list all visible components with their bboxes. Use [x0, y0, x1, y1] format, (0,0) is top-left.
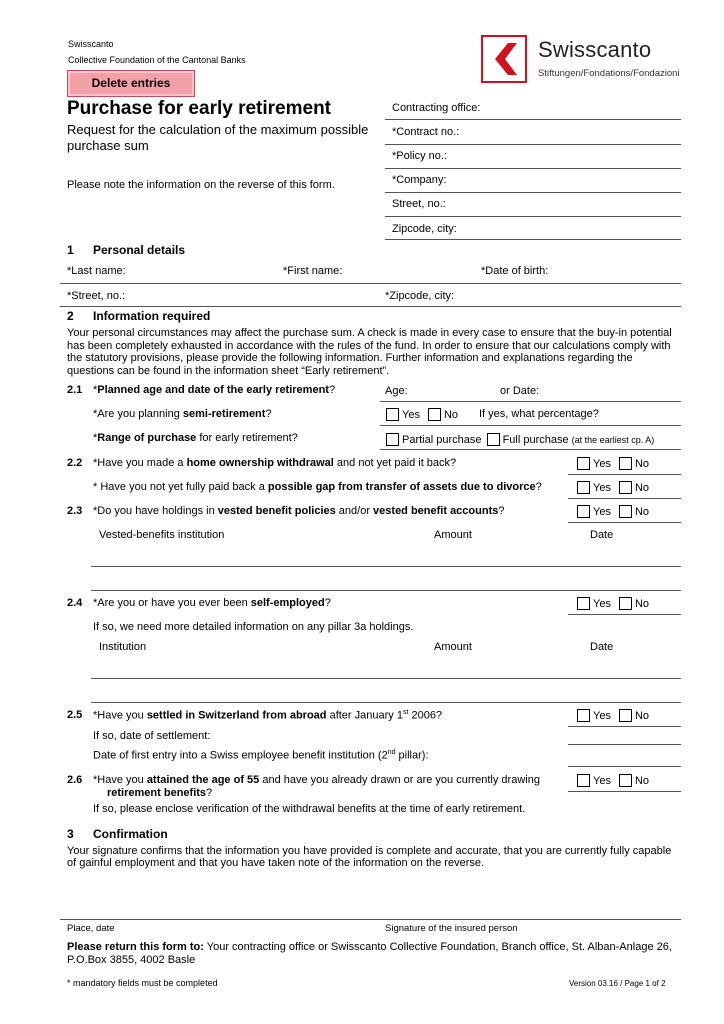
place-date-label: Place, date [67, 923, 115, 934]
yes-label: Yes [593, 505, 611, 518]
settled-yes-checkbox[interactable] [577, 709, 611, 722]
vested-benefits-question: *Do you have holdings in vested benefit policies and/or vested benefit accounts? [93, 505, 505, 517]
no-label: No [634, 457, 650, 470]
contract-no-field[interactable]: *Contract no.: [392, 126, 460, 138]
entry-line[interactable] [91, 702, 681, 703]
column-institution: Institution [99, 641, 147, 653]
reverse-note: Please note the information on the reverse of this form. [67, 179, 335, 191]
divider [568, 726, 681, 727]
age-55-question-cont: retirement benefits? [107, 787, 213, 799]
entry-line[interactable] [568, 744, 681, 745]
zipcode-field[interactable]: *Zipcode, city: [385, 290, 455, 302]
divider [385, 119, 681, 120]
percentage-field[interactable]: If yes, what percentage? [479, 408, 599, 420]
semi-retirement-options [386, 408, 466, 424]
divider [385, 192, 681, 193]
self-employed-question: *Are you or have you ever been self-employed? [93, 597, 331, 609]
yes-label: Yes [593, 597, 611, 610]
checkbox-icon [577, 481, 590, 494]
divider [380, 449, 681, 450]
section-3-title: Confirmation [93, 827, 168, 841]
settled-no-checkbox[interactable] [619, 709, 649, 722]
self-employed-yes-checkbox[interactable] [577, 597, 611, 610]
checkbox-icon [619, 709, 632, 722]
date-of-birth-field[interactable]: *Date of birth: [481, 265, 549, 277]
confirmation-text-line: Your signature confirms that the information you have provided is complete and accurate, that you are currently fully capable [67, 845, 672, 857]
vested-benefits-options [577, 505, 657, 521]
page-subtitle-1: Request for the calculation of the maximum possible [67, 122, 369, 137]
logo-wordmark: Swisscanto [538, 37, 652, 62]
version-info: Version 03.16 / Page 1 of 2 [569, 979, 666, 988]
semi-retirement-no-checkbox[interactable] [428, 408, 458, 421]
checkbox-icon [619, 481, 632, 494]
vested-benefits-no-checkbox[interactable] [619, 505, 649, 518]
checkbox-icon [386, 433, 399, 446]
info-paragraph-line: Your personal circumstances may affect the purchase sum. A check is made in every case to ensure that the buy-in potential [67, 327, 672, 339]
semi-retirement-question: *Are you planning semi-retirement? [93, 408, 272, 420]
home-ownership-yes-checkbox[interactable] [577, 457, 611, 470]
policy-no-field[interactable]: *Policy no.: [392, 150, 448, 162]
first-entry-date-field[interactable]: Date of first entry into a Swiss employee benefit institution (2nd pillar): [93, 749, 429, 762]
column-amount: Amount [434, 529, 472, 541]
vested-benefits-yes-checkbox[interactable] [577, 505, 611, 518]
return-address-cont: P.O.Box 3855, 4002 Basle [67, 954, 196, 966]
info-paragraph-line: questions can be found in the information sheet “Early retirement”. [67, 365, 390, 377]
no-label: No [634, 597, 650, 610]
withdrawal-verification-note: If so, please enclose verification of the withdrawal benefits at the time of early retirement. [93, 803, 526, 815]
no-label: No [634, 774, 650, 787]
divider [568, 498, 681, 499]
checkbox-icon [619, 774, 632, 787]
yes-label: Yes [593, 457, 611, 470]
yes-label: Yes [593, 774, 611, 787]
divorce-gap-yes-checkbox[interactable] [577, 481, 611, 494]
age-55-question: *Have you attained the age of 55 and have you already drawn or are you currently drawing [93, 774, 540, 786]
q2-1-question: *Planned age and date of the early retirement? [93, 384, 336, 396]
yes-label: Yes [593, 709, 611, 722]
self-employed-no-checkbox[interactable] [619, 597, 649, 610]
divider [568, 791, 681, 792]
section-2-number: 2 [67, 309, 74, 323]
return-address: Please return this form to: Your contracting office or Swisscanto Collective Foundation, Branch office, St. Alban-Anlage 26, [67, 941, 672, 953]
section-1-number: 1 [67, 243, 74, 257]
q2-2-number: 2.2 [67, 457, 83, 469]
settlement-date-field[interactable]: If so, date of settlement: [93, 730, 211, 742]
contract-street-field[interactable]: Street, no.: [392, 198, 446, 210]
age-55-yes-checkbox[interactable] [577, 774, 611, 787]
page-title: Purchase for early retirement [67, 98, 332, 119]
pillar-3a-info: If so, we need more detailed information on any pillar 3a holdings. [93, 621, 414, 633]
divider [385, 144, 681, 145]
checkbox-icon [577, 505, 590, 518]
settled-options [577, 709, 657, 725]
q2-4-number: 2.4 [67, 597, 83, 609]
info-paragraph-line: has been completely exhausted in accordance with the rules of the fund. In order to ensure that our calculations comply with [67, 340, 671, 352]
home-ownership-options [577, 457, 657, 473]
yes-label: Yes [402, 408, 420, 421]
full-purchase-checkbox[interactable] [487, 433, 655, 446]
divorce-gap-no-checkbox[interactable] [619, 481, 649, 494]
settled-question: *Have you settled in Switzerland from abroad after January 1st 2006? [93, 709, 443, 722]
signature-line[interactable] [60, 919, 681, 920]
contracting-office-label: Contracting office: [392, 102, 481, 114]
checkbox-icon [577, 597, 590, 610]
last-name-field[interactable]: *Last name: [67, 265, 126, 277]
divider [60, 283, 681, 284]
confirmation-text-line: of gainful employment and that you have taken note of the information on the reverse. [67, 857, 485, 869]
section-3-number: 3 [67, 827, 74, 841]
section-2-title: Information required [93, 309, 211, 323]
info-paragraph-line: the statutory provisions, please provide the following information. Further information and explanations regarding the [67, 352, 633, 364]
q2-6-number: 2.6 [67, 774, 83, 786]
checkbox-icon [577, 457, 590, 470]
range-of-purchase-question: *Range of purchase for early retirement? [93, 432, 298, 444]
entry-line[interactable] [91, 566, 681, 567]
contract-zip-field[interactable]: Zipcode, city: [392, 223, 457, 235]
home-ownership-question: *Have you made a home ownership withdrawal and not yet paid it back? [93, 457, 457, 469]
divider [385, 239, 681, 240]
no-label: No [634, 505, 650, 518]
signature-label: Signature of the insured person [385, 923, 518, 934]
org-subtitle: Collective Foundation of the Cantonal Banks [68, 55, 246, 65]
divider [385, 168, 681, 169]
street-field[interactable]: *Street, no.: [67, 290, 126, 302]
section-1-title: Personal details [93, 243, 186, 257]
divider [568, 522, 681, 523]
mandatory-note: * mandatory fields must be completed [67, 978, 218, 988]
checkbox-icon [577, 709, 590, 722]
column-institution: Vested-benefits institution [99, 529, 225, 541]
entry-line[interactable] [91, 590, 681, 591]
full-purchase-note: (at the earliest cp. A) [571, 434, 655, 445]
org-name: Swisscanto [68, 39, 114, 49]
checkbox-icon [428, 408, 441, 421]
first-name-field[interactable]: *First name: [283, 265, 343, 277]
checkbox-icon [619, 505, 632, 518]
divider [568, 614, 681, 615]
column-date: Date [590, 529, 614, 541]
range-of-purchase-options [386, 433, 662, 449]
checkbox-icon [386, 408, 399, 421]
company-field[interactable]: *Company: [392, 174, 447, 186]
divider [380, 425, 681, 426]
date-field[interactable]: or Date: [500, 385, 540, 397]
home-ownership-no-checkbox[interactable] [619, 457, 649, 470]
semi-retirement-yes-checkbox[interactable] [386, 408, 420, 421]
full-purchase-label: Full purchase [502, 433, 569, 446]
q2-3-number: 2.3 [67, 505, 83, 517]
column-date: Date [590, 641, 614, 653]
page-subtitle-2: purchase sum [67, 138, 149, 153]
partial-purchase-label: Partial purchase [402, 433, 482, 446]
divorce-gap-question: * Have you not yet fully paid back a possible gap from transfer of assets due to divorce? [93, 481, 542, 493]
self-employed-options [577, 597, 657, 613]
divider [380, 401, 681, 402]
checkbox-icon [577, 774, 590, 787]
divider [385, 216, 681, 217]
yes-label: Yes [593, 481, 611, 494]
delete-entries-button[interactable]: Delete entries [67, 70, 195, 97]
q2-1-number: 2.1 [67, 384, 83, 396]
age-55-options [577, 774, 657, 790]
divider [60, 306, 681, 307]
divorce-gap-options [577, 481, 657, 497]
checkbox-icon [619, 457, 632, 470]
age-55-no-checkbox[interactable] [619, 774, 649, 787]
age-field[interactable]: Age: [385, 385, 408, 397]
logo-mark-icon [481, 35, 527, 83]
divider [568, 474, 681, 475]
entry-line[interactable] [568, 766, 681, 767]
column-amount: Amount [434, 641, 472, 653]
entry-line[interactable] [91, 678, 681, 679]
checkbox-icon [619, 597, 632, 610]
logo [481, 35, 527, 86]
no-label: No [634, 481, 650, 494]
partial-purchase-checkbox[interactable] [386, 433, 482, 446]
no-label: No [634, 709, 650, 722]
checkbox-icon [487, 433, 500, 446]
no-label: No [443, 408, 459, 421]
logo-tagline: Stiftungen/Fondations/Fondazioni [538, 68, 680, 79]
q2-5-number: 2.5 [67, 709, 83, 721]
